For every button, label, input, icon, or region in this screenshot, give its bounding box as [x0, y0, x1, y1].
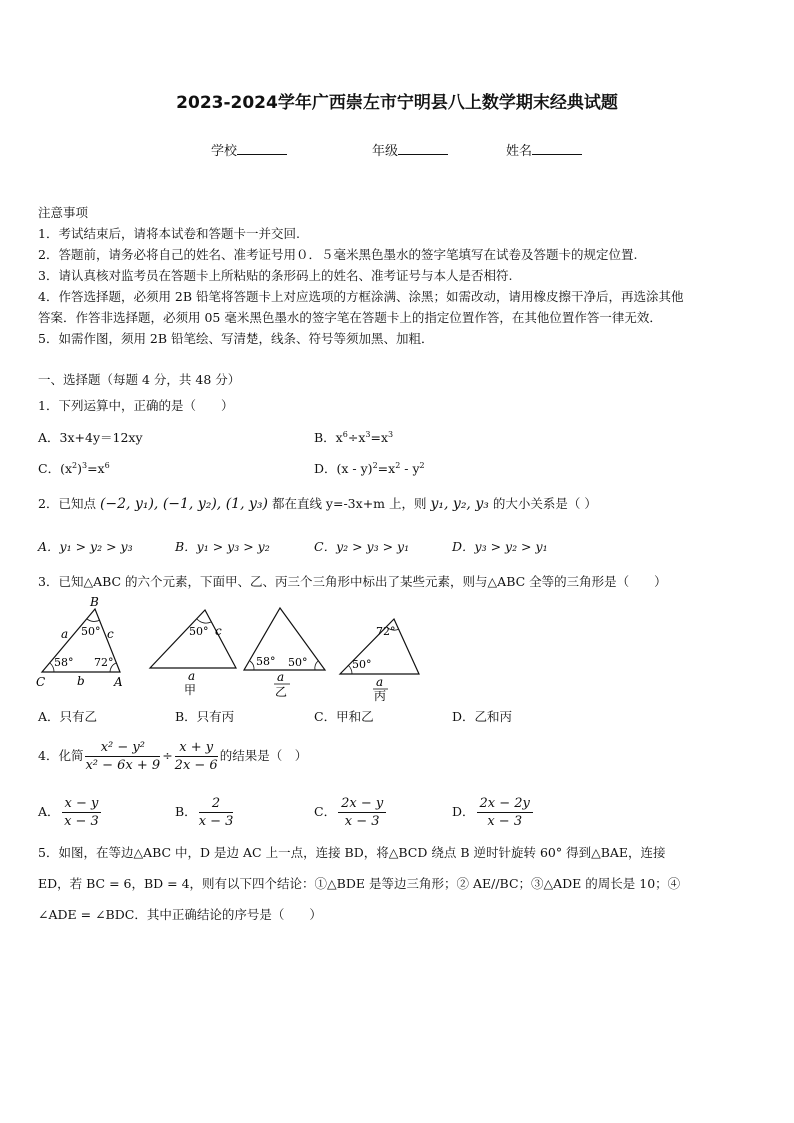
name-blank — [532, 142, 582, 155]
jia-angle-arc — [197, 619, 211, 623]
q1-option-a: A．3x+4y＝12xy — [38, 430, 143, 445]
jia-angle-50: 50° — [189, 625, 209, 638]
triangle-jia — [150, 610, 236, 668]
q1-option-b: B．$x^6\div x^3=x^3$ — [314, 429, 394, 445]
label-angle-b: 50° — [81, 625, 101, 638]
label-a-side: a — [61, 627, 69, 641]
q1-option-c: C．$(x^2)^3=x^6$ — [38, 460, 110, 476]
note-1: 1．考试结束后，请将本试卷和答题卡一并交回. — [38, 226, 300, 241]
q1-b-text-3: =x — [370, 430, 388, 445]
q4-c-den: x − 3 — [344, 814, 380, 829]
q4-c-fraction — [338, 796, 386, 829]
q2-stem — [38, 494, 597, 512]
q4-a-fraction — [62, 796, 102, 829]
q4-b-label: B． — [175, 804, 197, 819]
q3-option-d: D．乙和丙 — [452, 709, 513, 724]
name-label: 姓名 — [506, 144, 533, 159]
label-b-side: b — [77, 674, 85, 688]
q4-a-label: A． — [38, 804, 60, 819]
q1-c-text-2: ) — [77, 461, 82, 476]
q3-figure — [34, 594, 434, 702]
q4-f2-num: x + y — [175, 740, 218, 757]
yi-side-a: a — [277, 670, 285, 684]
q1-d-text-3: - y — [400, 461, 420, 476]
q2-pre: 2．已知点 — [38, 496, 96, 511]
bing-angle-50: 50° — [352, 658, 372, 671]
q4-a-num: x − y — [62, 796, 102, 813]
bing-label: 丙 — [374, 689, 387, 702]
q4-c-label: C． — [314, 804, 337, 819]
q4-option-a — [38, 796, 103, 829]
yi-angle-58: 58° — [256, 655, 276, 668]
note-4-cont: 答案．作答非选择题，必须用 05 毫米黑色墨水的签字笔在答题卡上的指定位置作答，在其他位置作答一律无效． — [38, 310, 662, 325]
school-field — [211, 140, 287, 159]
q2-post: 的大小关系是（ ） — [492, 496, 597, 511]
bing-side-a: a — [376, 675, 384, 689]
q1-b-text-2: ÷x — [347, 430, 366, 445]
q2-vars: y₁, y₂, y₃ — [430, 496, 489, 512]
note-5: 5．如需作图，须用 2B 铅笔绘、写清楚，线条、符号等须加黑、加粗． — [38, 331, 434, 346]
name-field — [506, 140, 582, 159]
q2-mid: 都在直线 y=-3x+m 上，则 — [271, 496, 427, 511]
q4-d-num: 2x − 2y — [477, 796, 533, 813]
school-label: 学校 — [211, 144, 238, 159]
q1-c-text-3: =x — [87, 461, 105, 476]
q2-points: (−2, y₁), (−1, y₂), (1, y₃) — [99, 496, 268, 512]
q4-option-b — [175, 796, 235, 829]
q4-d-label: D． — [452, 804, 475, 819]
school-blank — [237, 142, 287, 155]
yi-angle-right-arc — [315, 661, 318, 670]
label-c: C — [36, 675, 46, 689]
label-c-side: c — [107, 627, 114, 641]
grade-blank — [398, 142, 448, 155]
q1-stem: 1．下列运算中，正确的是（ ） — [38, 398, 234, 413]
q4-b-num: 2 — [199, 796, 234, 813]
grade-field — [372, 140, 448, 159]
q1-d-text-2: =x — [377, 461, 396, 476]
q4-f1-num: x² − y² — [85, 740, 160, 757]
q4-f1-den: x² − 6x + 9 — [85, 758, 161, 773]
q4-c-num: 2x − y — [338, 796, 386, 813]
q5-line-1: 5．如图，在等边△ABC 中，D 是边 AC 上一点，连接 BD，将△BCD 绕点 B 逆时针旋转 60° 得到△BAE，连接 — [38, 845, 666, 860]
note-4: 4．作答选择题，必须用 2B 铅笔将答题卡上对应选项的方框涂满、涂黑；如需改动，请用橡皮擦干净后，再选涂其他 — [38, 289, 684, 304]
yi-label: 乙 — [275, 685, 288, 699]
notes-heading: 注意事项 — [38, 205, 89, 220]
label-b: B — [90, 595, 99, 609]
label-angle-a: 72° — [94, 656, 114, 669]
angle-b-arc — [87, 619, 100, 621]
q4-d-den: x − 3 — [487, 814, 523, 829]
note-2: 2．答题前，请务必将自己的姓名、准考证号用０．５毫米黑色墨水的签字笔填写在试卷及答题卡的规定位置. — [38, 247, 638, 262]
jia-label: 甲 — [184, 683, 197, 697]
q4-b-den: x − 3 — [198, 814, 234, 829]
q1-b-text: B．x — [314, 430, 343, 445]
page-title: 2023-2024学年广西崇左市宁明县八上数学期末经典试题 — [176, 93, 618, 113]
q1-option-d: D．$(x - y)^2=x^2 - y^2$ — [314, 460, 425, 476]
yi-angle-50: 50° — [288, 656, 308, 669]
jia-side-c: c — [215, 624, 222, 638]
q2-option-a: A．y₁ > y₂ > y₃ — [38, 539, 133, 554]
note-3: 3．请认真核对监考员在答题卡上所粘贴的条形码上的姓名、准考证号与本人是否相符. — [38, 268, 513, 283]
q4-d-fraction — [477, 796, 533, 829]
q5-line-3: ∠ADE = ∠BDC．其中正确结论的序号是（ ） — [38, 907, 322, 922]
q1-d-text: D．(x - y) — [314, 461, 373, 476]
q2-option-b: B．y₁ > y₃ > y₂ — [175, 539, 270, 554]
grade-label: 年级 — [372, 144, 399, 159]
q4-b-fraction — [199, 796, 234, 829]
q2-option-d: D．y₃ > y₂ > y₁ — [452, 539, 548, 554]
q4-option-c — [314, 796, 388, 829]
yi-angle-left-arc — [250, 661, 254, 670]
q3-option-a: A．只有乙 — [38, 709, 98, 724]
q3-stem: 3．已知△ABC 的六个元素，下面甲、乙、丙三个三角形中标出了某些元素，则与△ABC 全等的三角形是（ ） — [38, 574, 667, 589]
label-angle-c: 58° — [54, 656, 74, 669]
label-a: A — [114, 675, 123, 689]
q4-fraction-2 — [175, 740, 218, 773]
q3-option-b: B．只有丙 — [175, 709, 235, 724]
bing-angle-72: 72° — [376, 625, 396, 638]
q4-stem — [38, 740, 307, 773]
section-heading: 一、选择题（每题 4 分，共 48 分） — [38, 372, 241, 387]
q4-option-d — [452, 796, 535, 829]
q5-line-2: ED，若 BC = 6，BD = 4，则有以下四个结论：①△BDE 是等边三角形；② AE//BC；③△ADE 的周长是 10；④ — [38, 876, 681, 891]
q4-fraction-1 — [85, 740, 160, 773]
jia-side-a: a — [188, 669, 196, 683]
q4-a-den: x − 3 — [64, 814, 99, 829]
q2-option-c: C．y₂ > y₃ > y₁ — [314, 539, 410, 554]
q4-div: ÷ — [162, 748, 173, 763]
q3-option-c: C．甲和乙 — [314, 709, 374, 724]
q4-pre: 4．化简 — [38, 748, 84, 763]
q4-f2-den: 2x − 6 — [174, 758, 218, 773]
q4-post: 的结果是（ ） — [219, 748, 308, 763]
q1-c-text: C．(x — [38, 461, 72, 476]
